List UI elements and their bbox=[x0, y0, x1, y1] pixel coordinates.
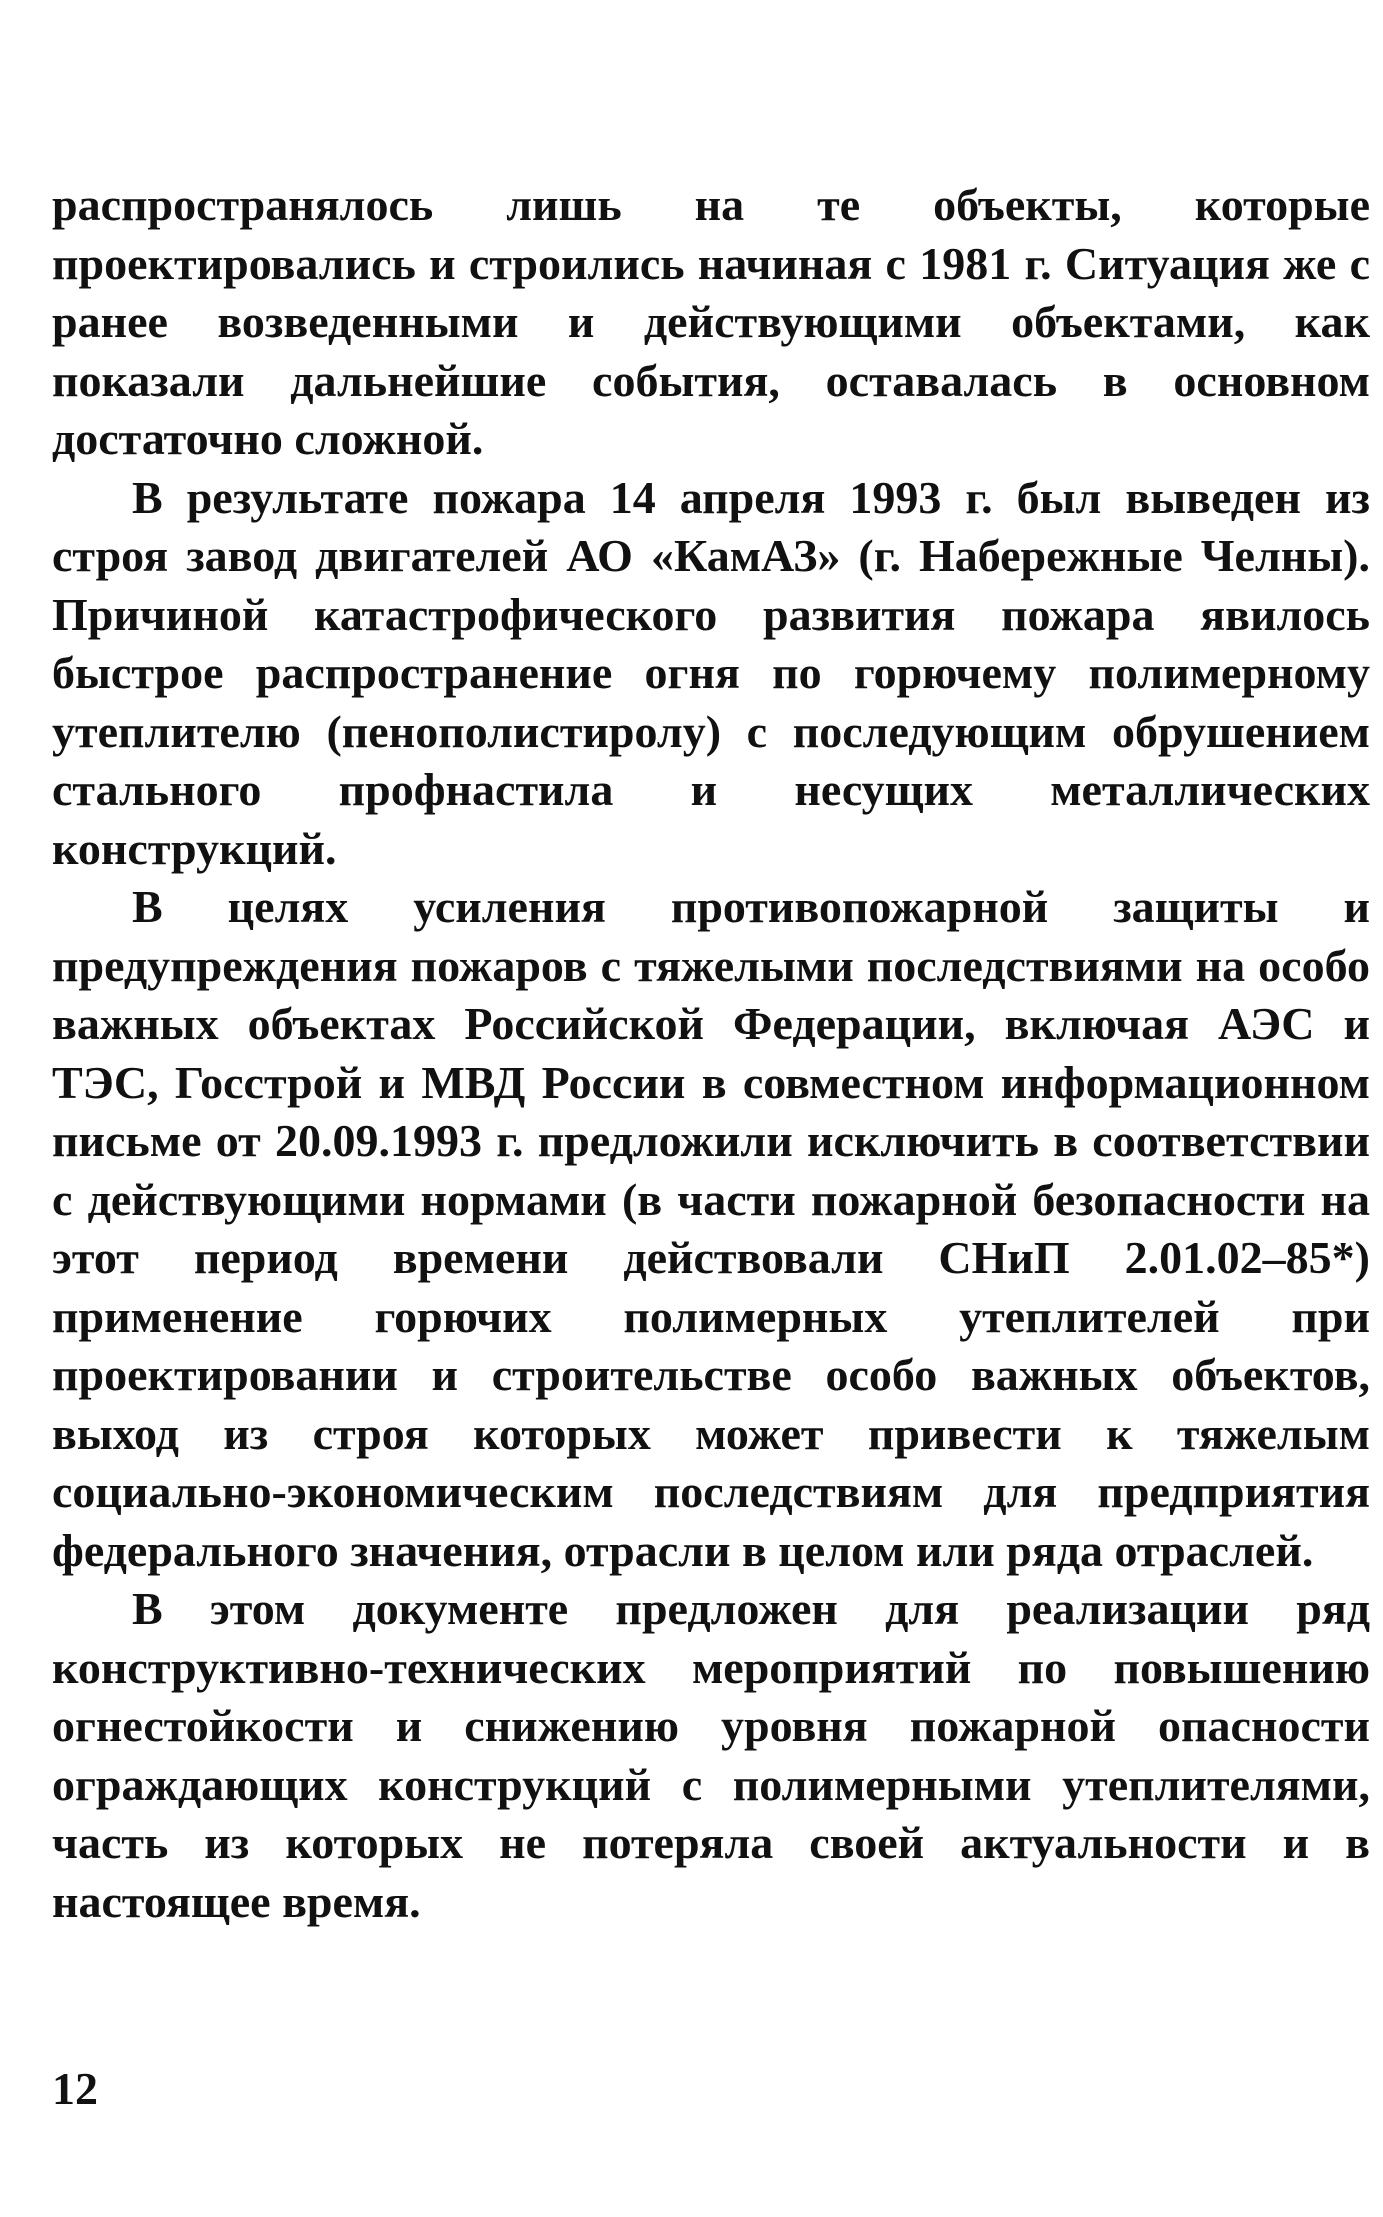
paragraph-document-proposals: В этом документе предложен для реализации ряд конструктивно-технических мероприятий по повышению огнестойкости и снижению уровня пожарной опасности ограждающих конструкций с полимерными утеплителями, часть из которых не потеряла своей актуальности и в настоящее время. bbox=[52, 1583, 1370, 1927]
paragraph-continuation: распространялось лишь на те объекты, которые проектировались и строились начиная с 1981 г. Ситуация же с ранее возведенными и действующими объектами, как показали дальнейшие события, оставалась в основном достаточно сложной. bbox=[52, 179, 1370, 464]
paragraph-kamaz-fire: В результате пожара 14 апреля 1993 г. был выведен из строя завод двигателей АО «КамАЗ» (г. Набережные Челны). Причиной катастрофического развития пожара явилось быстрое распространение огня по горючему полимерному утеплителю (пенополистиролу) с последующим обрушением стального профнастила и несущих металлических конструкций. bbox=[52, 471, 1370, 874]
body-text bbox=[52, 176, 1370, 1931]
paragraph-fire-protection-measures: В целях усиления противопожарной защиты и предупреждения пожаров с тяжелыми последствиями на особо важных объектах Российской Федерации, включая АЭС и ТЭС, Госстрой и МВД России в совместном информационном письме от 20.09.1993 г. предложили исключить в соответствии с действующими нормами (в части пожарной безопасности на этот период времени действовали СНиП 2.01.02–85*) применение горючих полимерных утеплителей при проектировании и строительстве особо важных объектов, выход из строя которых может привести к тяжелым социально-экономическим последствиям для предприятия федерального значения, отрасли в целом или ряда отраслей. bbox=[52, 881, 1370, 1576]
page-number: 12 bbox=[52, 2063, 98, 2114]
